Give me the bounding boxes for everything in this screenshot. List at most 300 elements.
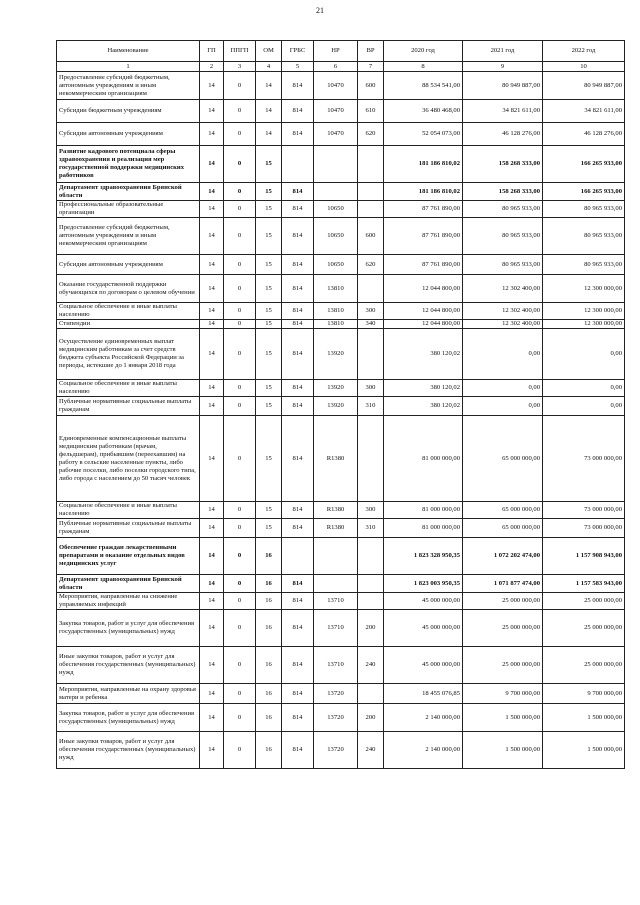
om-cell: 16: [256, 684, 282, 704]
vr-cell: 610: [358, 100, 384, 123]
ppgp-cell: 0: [224, 275, 256, 303]
gp-cell: 14: [200, 218, 224, 255]
nr-cell: 10470: [314, 123, 358, 146]
amount-2020-cell: 36 480 468,00: [384, 100, 463, 123]
vr-cell: 620: [358, 255, 384, 275]
row-name-cell: Субсидии автономным учреждениям: [57, 123, 200, 146]
grbs-cell: 814: [282, 519, 314, 538]
amount-2022-cell: 25 000 000,00: [543, 610, 625, 647]
amount-2021-cell: 12 302 400,00: [463, 320, 543, 329]
vr-cell: 200: [358, 704, 384, 732]
amount-2021-cell: 65 000 000,00: [463, 519, 543, 538]
amount-2020-cell: 380 120,02: [384, 329, 463, 380]
amount-2020-cell: 181 186 810,02: [384, 146, 463, 183]
om-cell: 16: [256, 704, 282, 732]
ppgp-cell: 0: [224, 502, 256, 519]
grbs-cell: [282, 538, 314, 575]
amount-2022-cell: 25 000 000,00: [543, 647, 625, 684]
vr-cell: [358, 538, 384, 575]
grbs-cell: 814: [282, 329, 314, 380]
amount-2021-cell: 0,00: [463, 329, 543, 380]
column-number: 1: [57, 62, 200, 72]
amount-2021-cell: 34 821 611,00: [463, 100, 543, 123]
amount-2022-cell: 73 000 000,00: [543, 416, 625, 502]
row-name-cell: Обеспечение граждан лекарственными препаратами и оказание отдельных видов медицинских услуг: [57, 538, 200, 575]
nr-cell: 10650: [314, 255, 358, 275]
amount-2022-cell: 1 157 583 943,00: [543, 575, 625, 593]
table-row: [57, 684, 625, 704]
row-name-cell: Предоставление субсидий бюджетным, автономным учреждениям и иным некоммерческим организациям: [57, 218, 200, 255]
vr-cell: [358, 575, 384, 593]
amount-2021-cell: 80 949 887,00: [463, 72, 543, 100]
amount-2021-cell: 158 268 333,00: [463, 183, 543, 201]
table-row: [57, 320, 625, 329]
column-number: 4: [256, 62, 282, 72]
vr-cell: [358, 684, 384, 704]
gp-cell: 14: [200, 704, 224, 732]
amount-2021-cell: 158 268 333,00: [463, 146, 543, 183]
table-row: [57, 647, 625, 684]
gp-cell: 14: [200, 647, 224, 684]
grbs-cell: 814: [282, 610, 314, 647]
nr-cell: 13720: [314, 684, 358, 704]
ppgp-cell: 0: [224, 380, 256, 397]
amount-2020-cell: 87 761 890,00: [384, 255, 463, 275]
column-number: 10: [543, 62, 625, 72]
row-name-cell: Единовременные компенсационные выплаты медицинским работникам (врачам, фельдшерам), прибывшим (переехавшим) на работу в сельские населенные пункты, либо рабочие поселки, либо поселки городского типа, либо города с населением до 50 тысяч человек: [57, 416, 200, 502]
column-number: 9: [463, 62, 543, 72]
table-row: [57, 380, 625, 397]
ppgp-cell: 0: [224, 538, 256, 575]
gp-cell: 14: [200, 610, 224, 647]
amount-2021-cell: 9 700 000,00: [463, 684, 543, 704]
grbs-cell: 814: [282, 732, 314, 769]
vr-cell: [358, 146, 384, 183]
row-name-cell: Социальное обеспечение и иные выплаты населению: [57, 380, 200, 397]
grbs-cell: 814: [282, 575, 314, 593]
row-name-cell: Мероприятия, направленные на охрану здоровья матери и ребенка: [57, 684, 200, 704]
grbs-cell: 814: [282, 100, 314, 123]
grbs-cell: 814: [282, 593, 314, 610]
amount-2020-cell: 87 761 890,00: [384, 218, 463, 255]
gp-cell: 14: [200, 732, 224, 769]
ppgp-cell: 0: [224, 519, 256, 538]
vr-cell: [358, 416, 384, 502]
nr-cell: 10650: [314, 218, 358, 255]
column-number: 5: [282, 62, 314, 72]
amount-2022-cell: 1 500 000,00: [543, 732, 625, 769]
table-row: [57, 100, 625, 123]
om-cell: 15: [256, 519, 282, 538]
row-name-cell: Субсидии бюджетным учреждениям: [57, 100, 200, 123]
ppgp-cell: 0: [224, 255, 256, 275]
amount-2021-cell: 25 000 000,00: [463, 610, 543, 647]
grbs-cell: 814: [282, 275, 314, 303]
om-cell: 16: [256, 732, 282, 769]
header-cell: ОМ: [256, 41, 282, 62]
nr-cell: R1380: [314, 519, 358, 538]
amount-2022-cell: 80 965 933,00: [543, 255, 625, 275]
gp-cell: 14: [200, 275, 224, 303]
vr-cell: 310: [358, 397, 384, 416]
gp-cell: 14: [200, 575, 224, 593]
ppgp-cell: 0: [224, 218, 256, 255]
nr-cell: 13920: [314, 329, 358, 380]
table-row: [57, 538, 625, 575]
nr-cell: [314, 575, 358, 593]
row-name-cell: Закупка товаров, работ и услуг для обеспечения государственных (муниципальных) нужд: [57, 610, 200, 647]
amount-2021-cell: 65 000 000,00: [463, 502, 543, 519]
amount-2020-cell: 12 044 800,00: [384, 303, 463, 320]
vr-cell: [358, 183, 384, 201]
grbs-cell: 814: [282, 123, 314, 146]
gp-cell: 14: [200, 538, 224, 575]
budget-table: [56, 40, 625, 769]
amount-2022-cell: 80 965 933,00: [543, 218, 625, 255]
table-row: [57, 397, 625, 416]
amount-2021-cell: 25 000 000,00: [463, 593, 543, 610]
amount-2020-cell: 380 120,02: [384, 397, 463, 416]
vr-cell: 300: [358, 502, 384, 519]
amount-2021-cell: 1 500 000,00: [463, 732, 543, 769]
grbs-cell: 814: [282, 218, 314, 255]
gp-cell: 14: [200, 100, 224, 123]
vr-cell: [358, 329, 384, 380]
gp-cell: 14: [200, 201, 224, 218]
om-cell: 15: [256, 275, 282, 303]
column-number: 2: [200, 62, 224, 72]
ppgp-cell: 0: [224, 201, 256, 218]
amount-2021-cell: 80 965 933,00: [463, 255, 543, 275]
row-name-cell: Социальное обеспечение и иные выплаты населению: [57, 502, 200, 519]
table-row: [57, 72, 625, 100]
om-cell: 15: [256, 183, 282, 201]
row-name-cell: Осуществление единовременных выплат медицинским работникам за счет средств бюджета субъекта Российской Федерации за периоды, истекшие до 1 января 2018 года: [57, 329, 200, 380]
amount-2020-cell: 1 823 328 950,35: [384, 538, 463, 575]
nr-cell: R1380: [314, 416, 358, 502]
row-name-cell: Предоставление субсидий бюджетным, автономным учреждениям и иным некоммерческим организациям: [57, 72, 200, 100]
om-cell: 15: [256, 380, 282, 397]
grbs-cell: 814: [282, 502, 314, 519]
header-cell: ВР: [358, 41, 384, 62]
grbs-cell: 814: [282, 380, 314, 397]
column-number: 8: [384, 62, 463, 72]
table-row: [57, 416, 625, 502]
row-name-cell: Закупка товаров, работ и услуг для обеспечения государственных (муниципальных) нужд: [57, 704, 200, 732]
ppgp-cell: 0: [224, 397, 256, 416]
amount-2020-cell: 380 120,02: [384, 380, 463, 397]
grbs-cell: 814: [282, 72, 314, 100]
om-cell: 15: [256, 502, 282, 519]
row-name-cell: Социальное обеспечение и иные выплаты населению: [57, 303, 200, 320]
vr-cell: 240: [358, 732, 384, 769]
ppgp-cell: 0: [224, 123, 256, 146]
nr-cell: [314, 146, 358, 183]
amount-2020-cell: 81 000 000,00: [384, 416, 463, 502]
table-row: [57, 146, 625, 183]
amount-2020-cell: 87 761 890,00: [384, 201, 463, 218]
grbs-cell: 814: [282, 416, 314, 502]
ppgp-cell: 0: [224, 593, 256, 610]
amount-2021-cell: 1 071 877 474,00: [463, 575, 543, 593]
amount-2022-cell: 9 700 000,00: [543, 684, 625, 704]
nr-cell: 13810: [314, 320, 358, 329]
amount-2020-cell: 181 186 810,02: [384, 183, 463, 201]
table-row: [57, 519, 625, 538]
om-cell: 15: [256, 416, 282, 502]
page-number: 21: [316, 6, 324, 15]
ppgp-cell: 0: [224, 704, 256, 732]
amount-2020-cell: 1 823 003 950,35: [384, 575, 463, 593]
ppgp-cell: 0: [224, 575, 256, 593]
gp-cell: 14: [200, 72, 224, 100]
amount-2020-cell: 12 044 800,00: [384, 320, 463, 329]
grbs-cell: 814: [282, 255, 314, 275]
amount-2022-cell: 80 949 887,00: [543, 72, 625, 100]
ppgp-cell: 0: [224, 647, 256, 684]
nr-cell: 10650: [314, 201, 358, 218]
amount-2020-cell: 45 000 000,00: [384, 610, 463, 647]
amount-2021-cell: 65 000 000,00: [463, 416, 543, 502]
amount-2021-cell: 46 128 276,00: [463, 123, 543, 146]
table-row: [57, 329, 625, 380]
ppgp-cell: 0: [224, 146, 256, 183]
vr-cell: [358, 201, 384, 218]
amount-2021-cell: 25 000 000,00: [463, 647, 543, 684]
amount-2022-cell: 73 000 000,00: [543, 502, 625, 519]
om-cell: 16: [256, 538, 282, 575]
row-name-cell: Субсидии автономным учреждениям: [57, 255, 200, 275]
om-cell: 15: [256, 146, 282, 183]
table-row: [57, 255, 625, 275]
amount-2021-cell: 0,00: [463, 380, 543, 397]
ppgp-cell: 0: [224, 303, 256, 320]
amount-2021-cell: 1 072 202 474,00: [463, 538, 543, 575]
vr-cell: [358, 275, 384, 303]
grbs-cell: 814: [282, 397, 314, 416]
row-name-cell: Развитие кадрового потенциала сферы здравоохранения и реализация мер государственной поддержки медицинских работников: [57, 146, 200, 183]
vr-cell: 600: [358, 218, 384, 255]
amount-2022-cell: 34 821 611,00: [543, 100, 625, 123]
gp-cell: 14: [200, 320, 224, 329]
grbs-cell: 814: [282, 303, 314, 320]
amount-2022-cell: 0,00: [543, 397, 625, 416]
gp-cell: 14: [200, 329, 224, 380]
table-row: [57, 123, 625, 146]
table-row: [57, 593, 625, 610]
column-number: 3: [224, 62, 256, 72]
row-name-cell: Оказание государственной поддержки обучающихся по договорам о целевом обучении: [57, 275, 200, 303]
vr-cell: 310: [358, 519, 384, 538]
row-name-cell: Публичные нормативные социальные выплаты гражданам: [57, 397, 200, 416]
om-cell: 16: [256, 593, 282, 610]
grbs-cell: 814: [282, 320, 314, 329]
grbs-cell: 814: [282, 704, 314, 732]
amount-2021-cell: 0,00: [463, 397, 543, 416]
amount-2020-cell: 45 000 000,00: [384, 647, 463, 684]
ppgp-cell: 0: [224, 72, 256, 100]
gp-cell: 14: [200, 593, 224, 610]
header-cell: ГП: [200, 41, 224, 62]
nr-cell: 13920: [314, 380, 358, 397]
amount-2021-cell: 12 302 400,00: [463, 275, 543, 303]
om-cell: 16: [256, 647, 282, 684]
amount-2021-cell: 1 500 000,00: [463, 704, 543, 732]
nr-cell: 13710: [314, 647, 358, 684]
gp-cell: 14: [200, 146, 224, 183]
ppgp-cell: 0: [224, 610, 256, 647]
amount-2020-cell: 45 000 000,00: [384, 593, 463, 610]
row-name-cell: Стипендии: [57, 320, 200, 329]
amount-2021-cell: 12 302 400,00: [463, 303, 543, 320]
amount-2020-cell: 81 000 000,00: [384, 502, 463, 519]
ppgp-cell: 0: [224, 732, 256, 769]
grbs-cell: [282, 146, 314, 183]
amount-2022-cell: 46 128 276,00: [543, 123, 625, 146]
nr-cell: 13720: [314, 732, 358, 769]
ppgp-cell: 0: [224, 320, 256, 329]
table-row: [57, 502, 625, 519]
amount-2022-cell: 12 300 000,00: [543, 275, 625, 303]
om-cell: 14: [256, 72, 282, 100]
om-cell: 16: [256, 610, 282, 647]
gp-cell: 14: [200, 303, 224, 320]
nr-cell: 10470: [314, 72, 358, 100]
nr-cell: 13810: [314, 275, 358, 303]
table-row: [57, 201, 625, 218]
nr-cell: 13710: [314, 593, 358, 610]
row-name-cell: Департамент здравоохранения Брянской области: [57, 575, 200, 593]
amount-2022-cell: 1 157 908 943,00: [543, 538, 625, 575]
gp-cell: 14: [200, 502, 224, 519]
amount-2020-cell: 12 044 800,00: [384, 275, 463, 303]
om-cell: 15: [256, 201, 282, 218]
table-row: [57, 704, 625, 732]
gp-cell: 14: [200, 123, 224, 146]
gp-cell: 14: [200, 380, 224, 397]
om-cell: 15: [256, 397, 282, 416]
grbs-cell: 814: [282, 201, 314, 218]
vr-cell: 240: [358, 647, 384, 684]
nr-cell: 13810: [314, 303, 358, 320]
amount-2022-cell: 0,00: [543, 329, 625, 380]
om-cell: 15: [256, 329, 282, 380]
om-cell: 14: [256, 100, 282, 123]
amount-2020-cell: 2 140 000,00: [384, 732, 463, 769]
header-cell: Наименование: [57, 41, 200, 62]
amount-2021-cell: 80 965 933,00: [463, 201, 543, 218]
om-cell: 15: [256, 218, 282, 255]
header-cell: ГРБС: [282, 41, 314, 62]
header-cell: 2020 год: [384, 41, 463, 62]
vr-cell: 300: [358, 303, 384, 320]
row-name-cell: Публичные нормативные социальные выплаты гражданам: [57, 519, 200, 538]
gp-cell: 14: [200, 684, 224, 704]
table-row: [57, 218, 625, 255]
row-name-cell: Профессиональные образовательные организации: [57, 201, 200, 218]
gp-cell: 14: [200, 519, 224, 538]
header-cell: 2022 год: [543, 41, 625, 62]
header-row: [57, 41, 625, 62]
amount-2022-cell: 166 265 933,00: [543, 183, 625, 201]
nr-cell: 10470: [314, 100, 358, 123]
grbs-cell: 814: [282, 183, 314, 201]
grbs-cell: 814: [282, 684, 314, 704]
column-number-row: [57, 62, 625, 72]
row-name-cell: Мероприятия, направленные на снижение управляемых инфекций: [57, 593, 200, 610]
header-cell: НР: [314, 41, 358, 62]
ppgp-cell: 0: [224, 416, 256, 502]
amount-2020-cell: 52 054 073,00: [384, 123, 463, 146]
amount-2020-cell: 81 000 000,00: [384, 519, 463, 538]
amount-2022-cell: 1 500 000,00: [543, 704, 625, 732]
om-cell: 15: [256, 255, 282, 275]
grbs-cell: 814: [282, 647, 314, 684]
amount-2022-cell: 166 265 933,00: [543, 146, 625, 183]
gp-cell: 14: [200, 255, 224, 275]
amount-2022-cell: 12 300 000,00: [543, 303, 625, 320]
vr-cell: 300: [358, 380, 384, 397]
om-cell: 14: [256, 123, 282, 146]
header-cell: 2021 год: [463, 41, 543, 62]
table-row: [57, 275, 625, 303]
header-cell: ППГП: [224, 41, 256, 62]
amount-2022-cell: 80 965 933,00: [543, 201, 625, 218]
amount-2022-cell: 73 000 000,00: [543, 519, 625, 538]
vr-cell: 340: [358, 320, 384, 329]
table-row: [57, 183, 625, 201]
gp-cell: 14: [200, 397, 224, 416]
om-cell: 15: [256, 320, 282, 329]
vr-cell: [358, 593, 384, 610]
nr-cell: 13720: [314, 704, 358, 732]
gp-cell: 14: [200, 416, 224, 502]
gp-cell: 14: [200, 183, 224, 201]
nr-cell: 13920: [314, 397, 358, 416]
vr-cell: 200: [358, 610, 384, 647]
nr-cell: [314, 538, 358, 575]
table-row: [57, 303, 625, 320]
table-body: [57, 72, 625, 769]
om-cell: 15: [256, 303, 282, 320]
amount-2022-cell: 25 000 000,00: [543, 593, 625, 610]
row-name-cell: Иные закупки товаров, работ и услуг для обеспечения государственных (муниципальных) нужд: [57, 647, 200, 684]
column-number: 7: [358, 62, 384, 72]
row-name-cell: Иные закупки товаров, работ и услуг для обеспечения государственных (муниципальных) нужд: [57, 732, 200, 769]
om-cell: 16: [256, 575, 282, 593]
ppgp-cell: 0: [224, 100, 256, 123]
column-number: 6: [314, 62, 358, 72]
amount-2020-cell: 18 455 076,85: [384, 684, 463, 704]
ppgp-cell: 0: [224, 329, 256, 380]
row-name-cell: Департамент здравоохранения Брянской области: [57, 183, 200, 201]
table-row: [57, 732, 625, 769]
nr-cell: R1380: [314, 502, 358, 519]
amount-2020-cell: 2 140 000,00: [384, 704, 463, 732]
ppgp-cell: 0: [224, 183, 256, 201]
amount-2022-cell: 0,00: [543, 380, 625, 397]
amount-2022-cell: 12 300 000,00: [543, 320, 625, 329]
table-row: [57, 575, 625, 593]
vr-cell: 600: [358, 72, 384, 100]
ppgp-cell: 0: [224, 684, 256, 704]
vr-cell: 620: [358, 123, 384, 146]
nr-cell: [314, 183, 358, 201]
amount-2020-cell: 88 534 541,00: [384, 72, 463, 100]
amount-2021-cell: 80 965 933,00: [463, 218, 543, 255]
table-row: [57, 610, 625, 647]
nr-cell: 13710: [314, 610, 358, 647]
